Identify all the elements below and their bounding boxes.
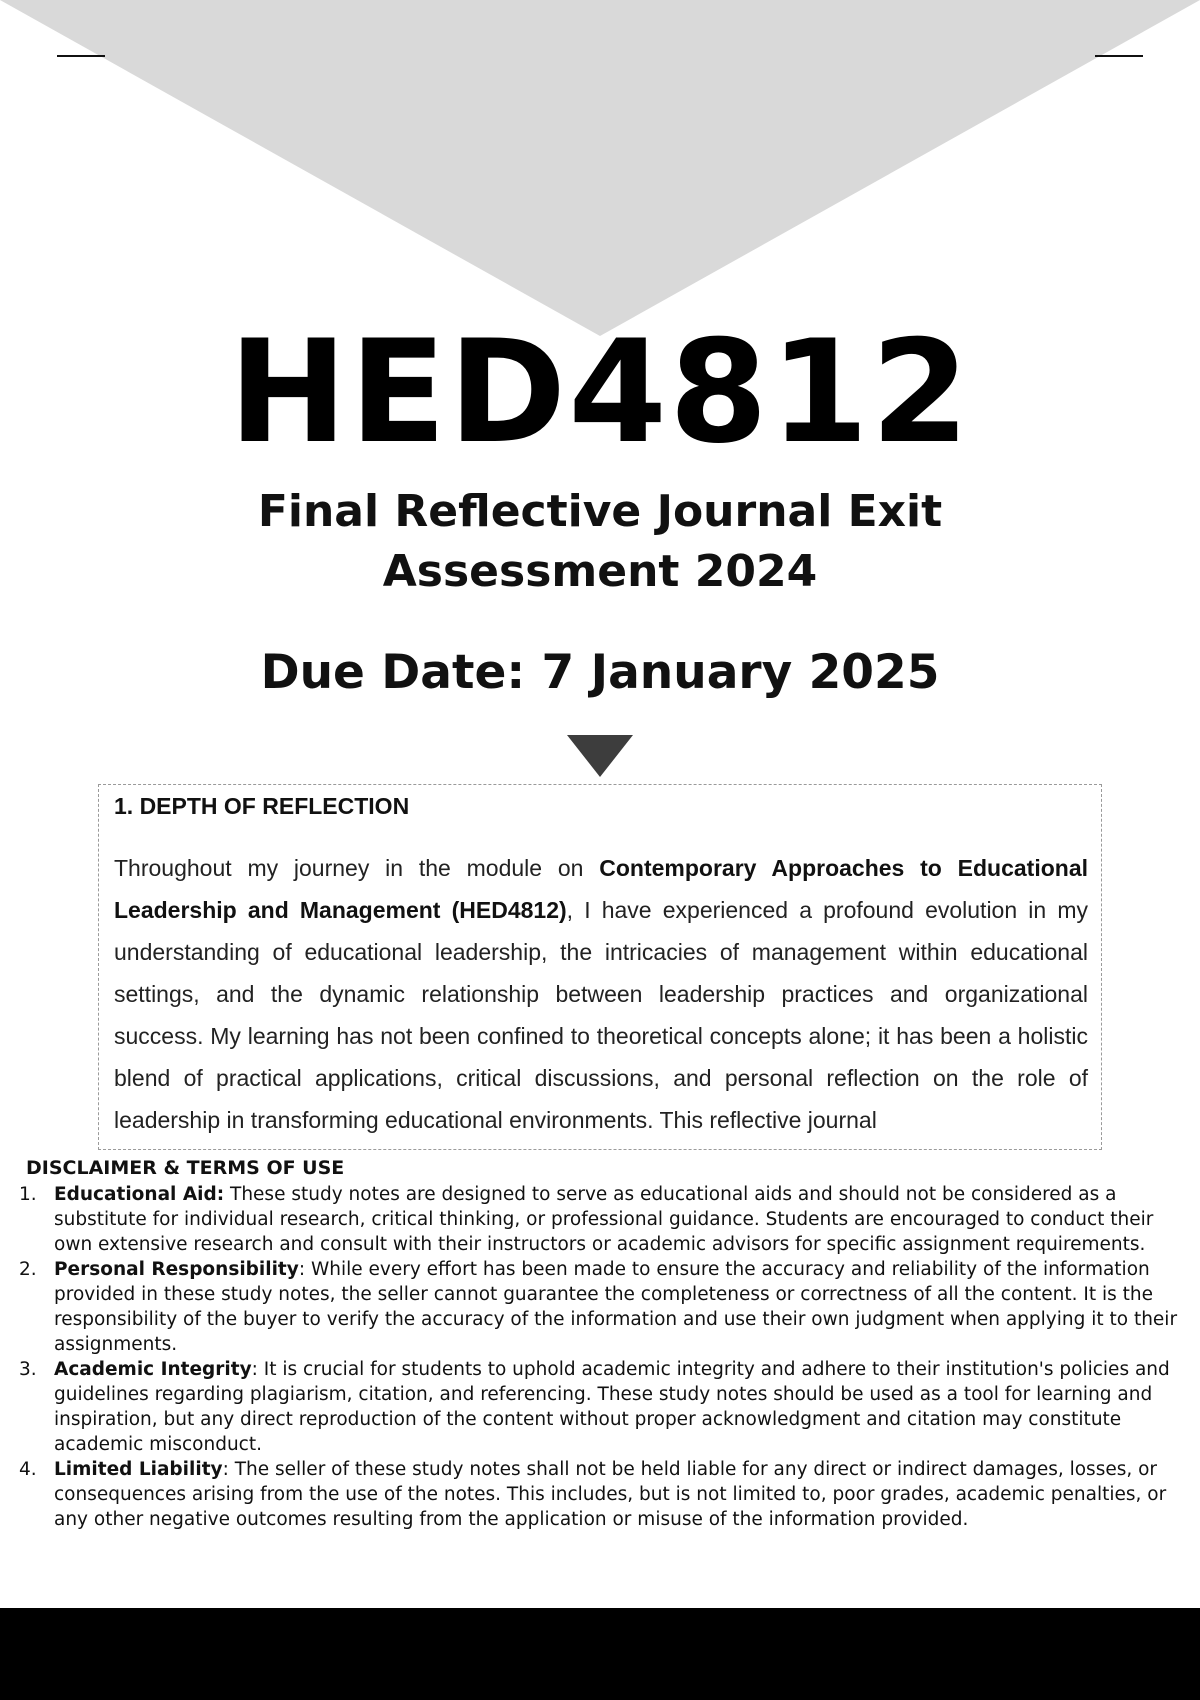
module-name: Contemporary Approaches to Educational Leadership and Management (HED4812)	[114, 855, 1089, 923]
subtitle-line-2: Assessment 2024	[382, 546, 818, 597]
terms-item-text: These study notes are designed to serve as educational aids and should not be considered as a substitute for individual research, critical thinking, or professional guidance. Students are encouraged to conduct their own extensive research and consult with their instructors or academic advisors for specific assignment requirements.	[54, 1184, 1154, 1255]
cover-chevron-shape	[0, 0, 1200, 340]
terms-item-label: Personal Responsibility	[54, 1259, 299, 1280]
reflection-excerpt-box	[98, 784, 1102, 1150]
terms-item-number: 4.	[19, 1459, 37, 1480]
paragraph-intro: Throughout my journey in the module on	[114, 855, 600, 881]
terms-item-label: Limited Liability	[54, 1459, 223, 1480]
reflection-paragraph	[114, 847, 1088, 1141]
terms-item-text: : The seller of these study notes shall not be held liable for any direct or indirect damages, losses, or consequences arising from the use of the notes. This includes, but is not limited to, poor grades, academic penalties, or any other negative outcomes resulting from the application or misuse of the information provided.	[54, 1459, 1167, 1530]
corner-rule-left	[57, 55, 105, 57]
terms-item-label: Educational Aid:	[54, 1184, 225, 1205]
terms-item-number: 1.	[19, 1184, 37, 1205]
terms-item	[16, 1182, 1186, 1257]
terms-item-label: Academic Integrity	[54, 1359, 252, 1380]
bottom-black-bar	[0, 1608, 1200, 1700]
terms-item-number: 3.	[19, 1359, 37, 1380]
terms-list	[16, 1182, 1186, 1532]
section-heading: 1. DEPTH OF REFLECTION	[114, 793, 410, 819]
paragraph-body: , I have experienced a profound evolution in my understanding of educational leadership, the intricacies of management within educational settings, and the dynamic relationship between leadership practices and organizational success. My learning has not been confined to theoretical concepts alone; it has been a holistic blend of practical applications, critical discussions, and personal reflection on the role of leadership in transforming educational environments. This reflective journal	[114, 897, 1088, 1133]
disclaimer-title: DISCLAIMER & TERMS OF USE	[26, 1157, 345, 1179]
corner-rule-right	[1095, 55, 1143, 57]
terms-item	[16, 1457, 1186, 1532]
subtitle-line-1: Final Reflective Journal Exit	[257, 486, 943, 537]
terms-item	[16, 1357, 1186, 1457]
document-subtitle	[0, 482, 1200, 602]
down-arrow-icon	[567, 735, 633, 777]
course-code-title: HED4812	[228, 310, 972, 475]
due-date: Due Date: 7 January 2025	[260, 645, 940, 700]
terms-item-text: : While every effort has been made to ensure the accuracy and reliability of the information provided in these study notes, the seller cannot guarantee the completeness or correctness of all the content. It is the responsibility of the buyer to verify the accuracy of the information and use their own judgment when applying it to their assignments.	[54, 1259, 1178, 1355]
terms-item-number: 2.	[19, 1259, 37, 1280]
terms-item-text: : It is crucial for students to uphold academic integrity and adhere to their institution's policies and guidelines regarding plagiarism, citation, and referencing. These study notes should be used as a tool for learning and inspiration, but any direct reproduction of the content without proper acknowledgment and citation may constitute academic misconduct.	[54, 1359, 1170, 1455]
terms-item	[16, 1257, 1186, 1357]
